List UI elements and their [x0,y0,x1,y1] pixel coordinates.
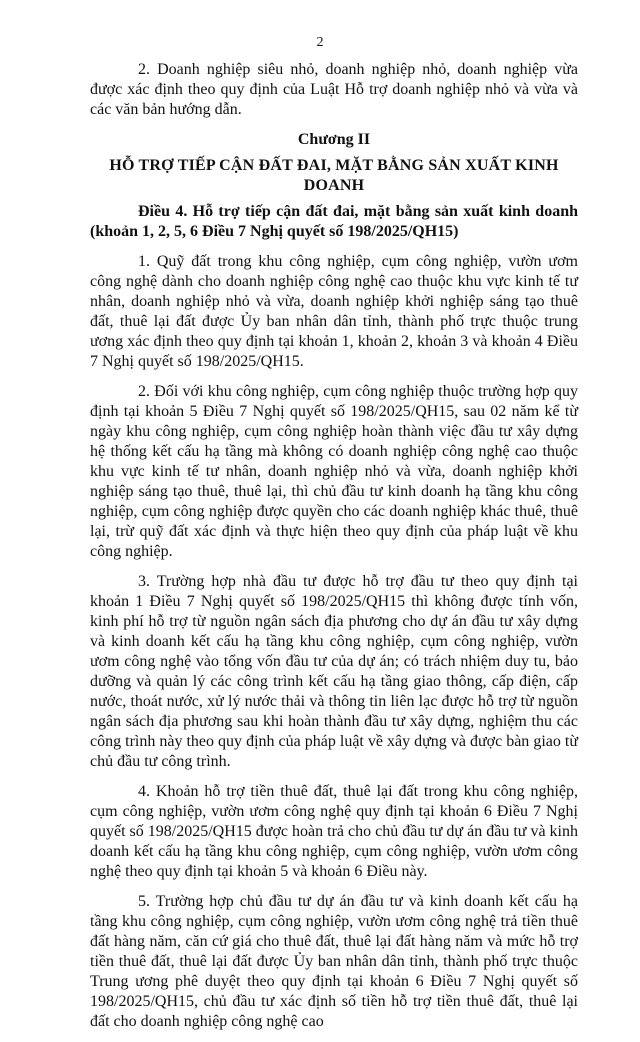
document-body [90,60,578,1042]
clause-5: 5. Trường hợp chủ đầu tư dự án đầu tư và kinh doanh kết cấu hạ tầng khu công nghiệp, cụm công nghiệp, vườn ươm công nghệ trả tiền thuê đất hàng năm, căn cứ giá cho thuê đất, thuê lại đất hàng năm và mức hỗ trợ tiền thuê đất, thuê lại đất được Ủy ban nhân dân tỉnh, thành phố trực thuộc Trung ương phê duyệt theo quy định tại khoản 6 Điều 7 Nghị quyết số 198/2025/QH15, chủ đầu tư xác định số tiền hỗ trợ tiền thuê đất, thuê lại đất cho doanh nghiệp công nghệ cao [90,893,578,1030]
clause-3: 3. Trường hợp nhà đầu tư được hỗ trợ đầu tư theo quy định tại khoản 1 Điều 7 Nghị quyết số 198/2025/QH15 thì không được tính vốn, kinh phí hỗ trợ từ nguồn ngân sách địa phương cho dự án đầu tư xây dựng và kinh doanh kết cấu hạ tầng khu công nghiệp, cụm công nghiệp, vườn ươm công nghệ vào tổng vốn đầu tư của dự án; có trách nhiệm duy tu, bảo dưỡng và quản lý các công trình kết cấu hạ tầng giao thông, cấp điện, cấp nước, thoát nước, xử lý nước thải và thông tin liên lạc được hỗ trợ từ nguồn ngân sách địa phương sau khi hoàn thành đầu tư xây dựng, nghiệm thu các công trình này theo quy định của pháp luật về xây dựng và được bàn giao từ chủ đầu tư công trình. [90,573,578,770]
clause-4: 4. Khoản hỗ trợ tiền thuê đất, thuê lại đất trong khu công nghiệp, cụm công nghiệp, vườn ươm công nghệ quy định tại khoản 6 Điều 7 Nghị quyết số 198/2025/QH15 được hoàn trả cho chủ đầu tư dự án đầu tư và kinh doanh kết cấu hạ tầng khu công nghiệp, cụm công nghiệp, vườn ươm công nghệ theo quy định tại khoản 5 và khoản 6 Điều này. [90,783,578,880]
chapter-title: HỖ TRỢ TIẾP CẬN ĐẤT ĐAI, MẶT BẰNG SẢN XUẤT KINH DOANH [109,157,559,194]
page-number: 2 [316,35,324,50]
intro-paragraph: 2. Doanh nghiệp siêu nhỏ, doanh nghiệp nhỏ, doanh nghiệp vừa được xác định theo quy định của Luật Hỗ trợ doanh nghiệp nhỏ và vừa và các văn bản hướng dẫn. [90,61,578,118]
clause-1: 1. Quỹ đất trong khu công nghiệp, cụm công nghiệp, vườn ươm công nghệ dành cho doanh nghiệp công nghệ cao thuộc khu vực kinh tế tư nhân, doanh nghiệp nhỏ và vừa, doanh nghiệp khởi nghiệp sáng tạo thuê đất, thuê lại đất được Ủy ban nhân dân tỉnh, thành phố trực thuộc trung ương xác định theo quy định tại khoản 1, khoản 2, khoản 3 và khoản 4 Điều 7 Nghị quyết số 198/2025/QH15. [90,253,578,370]
chapter-label: Chương II [297,131,371,148]
article-title: Điều 4. Hỗ trợ tiếp cận đất đai, mặt bằng sản xuất kinh doanh (khoản 1, 2, 5, 6 Điều 7 Nghị quyết số 198/2025/QH15) [90,203,578,240]
clause-2: 2. Đối với khu công nghiệp, cụm công nghiệp thuộc trường hợp quy định tại khoản 5 Điều 7 Nghị quyết số 198/2025/QH15, sau 02 năm kể từ ngày khu công nghiệp, cụm công nghiệp hoàn thành việc đầu tư xây dựng hệ thống kết cấu hạ tầng mà không có doanh nghiệp công nghệ cao thuộc khu vực kinh tế tư nhân, doanh nghiệp nhỏ và vừa, doanh nghiệp khởi nghiệp sáng tạo thuê, thuê lại, thì chủ đầu tư kinh doanh hạ tầng khu công nghiệp, cụm công nghiệp được quyền cho các doanh nghiệp khác thuê, thuê lại, trừ quỹ đất xác định và thực hiện theo quy định của pháp luật về khu công nghiệp. [90,383,578,560]
